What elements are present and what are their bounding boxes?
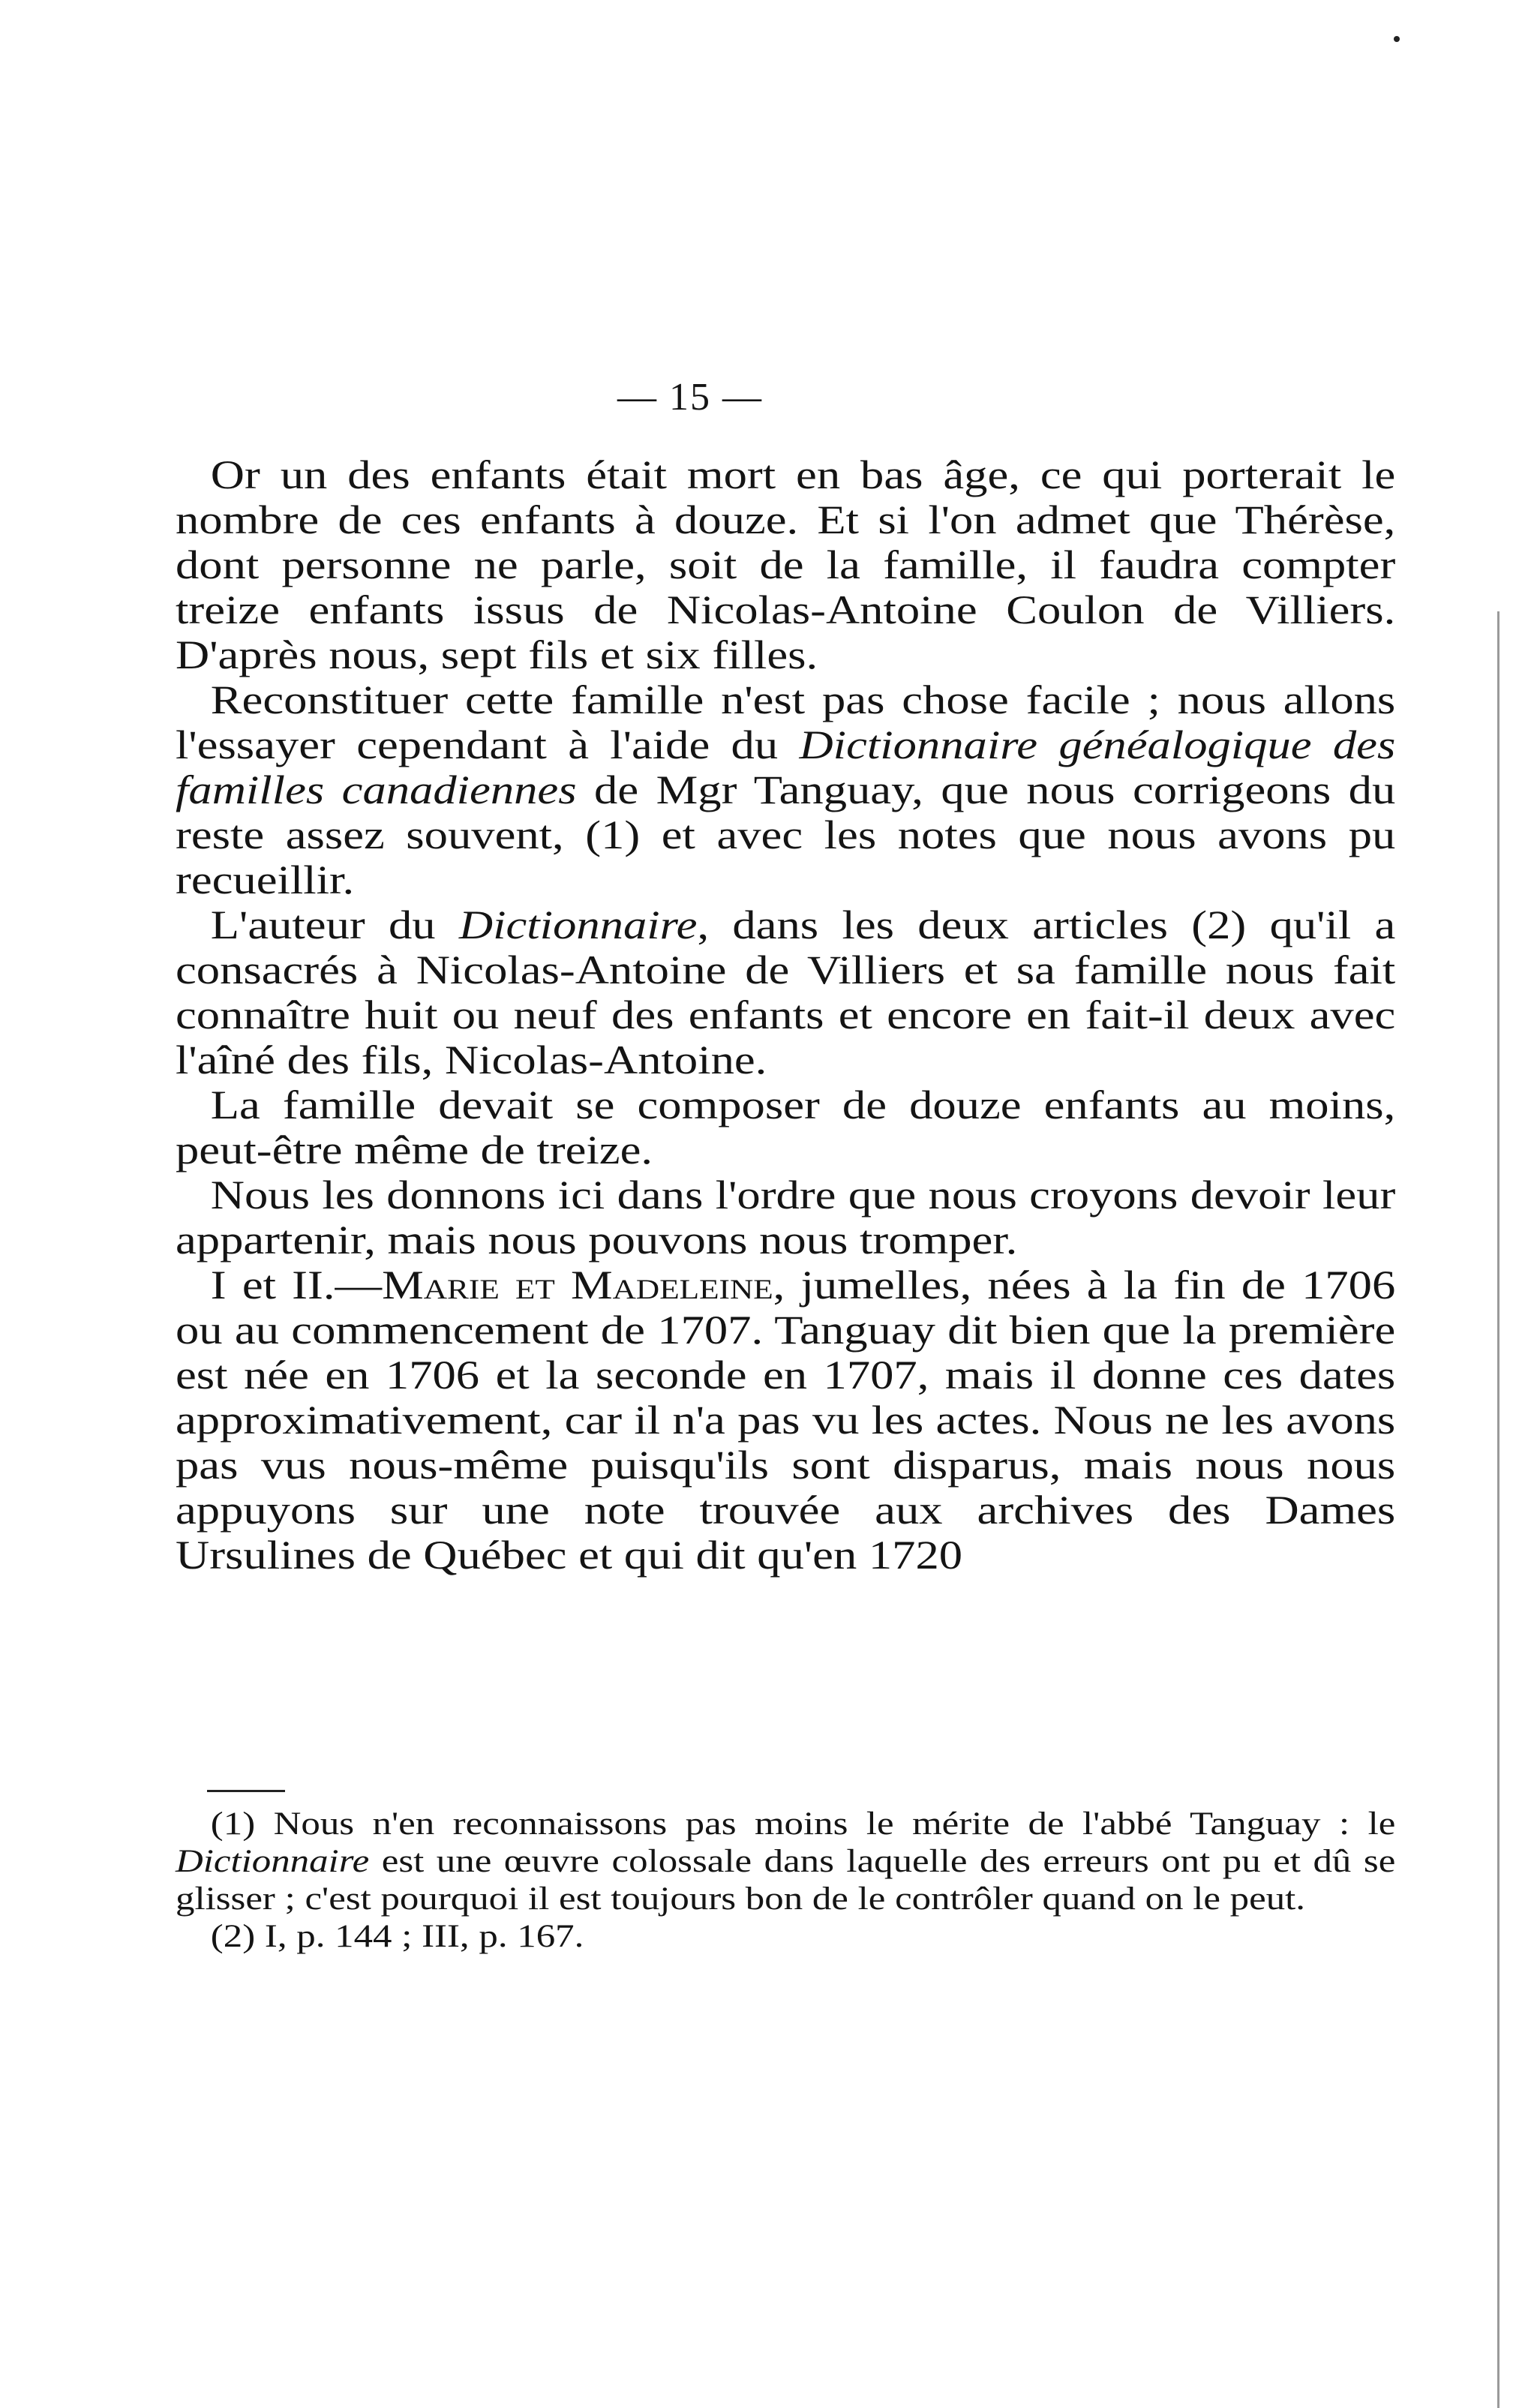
footnote-dictionary-title: Dictionnaire: [176, 1843, 370, 1879]
footnotes: [176, 1805, 1395, 1955]
paragraph-5: Nous les donnons ici dans l'ordre que nous croyons devoir leur appartenir, mais nous pouvons nous tromper.: [176, 1172, 1396, 1263]
main-text: [176, 452, 1395, 1578]
paragraph-2: [176, 677, 1395, 902]
paragraph-3: [176, 902, 1395, 1082]
paragraph-6-text-b: , jumelles, nées à la fin de 1706 ou au commencement de 1707. Tanguay dit bien que la première est née en 1706 et la seconde en 1707, mais il donne ces dates approximativement, car il n'a pas vu les actes. Nous ne les avons pas vus nous-même puisqu'ils sont disparus, mais nous nous appuyons sur une note trouvée aux archives des Dames Ursulines de Québec et qui dit qu'en 1720: [176, 1263, 1396, 1578]
dictionary-title: Dictionnaire: [458, 902, 698, 947]
paragraph-1: Or un des enfants était mort en bas âge, ce qui porterait le nombre de ces enfants à douze. Et si l'on admet que Thérèse, dont personne ne parle, soit de la famille, il faudra compter treize enfants issus de Nicolas-Antoine Coulon de Villiers. D'après nous, sept fils et six filles.: [176, 452, 1396, 677]
paragraph-3-text-a: L'auteur du: [210, 902, 459, 947]
paragraph-6: [176, 1263, 1395, 1578]
dictionary-full-title: Dictionnaire généalogique des familles canadiennes: [176, 722, 1396, 812]
page-edge-shadow: [1497, 611, 1499, 2408]
footnote-1-text-b: est une œuvre colossale dans laquelle des erreurs ont pu et dû se glisser ; c'est pourquoi il est toujours bon de le contrôler quand on le peut.: [176, 1843, 1396, 1917]
paragraph-2-text-a: Reconstituer cette famille n'est pas chose facile ; nous allons l'essayer cependant à l'aide du: [176, 677, 1396, 767]
footnote-2: (2) I, p. 144 ; III, p. 167.: [210, 1918, 584, 1954]
footnote-1: [176, 1805, 1395, 1917]
paragraph-2-text-b: de Mgr Tanguay, que nous corrigeons du reste assez souvent, (1) et avec les notes que nous avons pu recueillir.: [176, 767, 1396, 902]
paragraph-4: La famille devait se composer de douze enfants au moins, peut-être même de treize.: [176, 1082, 1396, 1172]
paragraph-3-text-b: , dans les deux articles (2) qu'il a consacrés à Nicolas-Antoine de Villiers et sa famille nous fait connaître huit ou neuf des enfants et encore en fait-il deux avec l'aîné des fils, Nicolas-Antoine.: [176, 902, 1396, 1082]
twins-names: Marie et Madeleine: [382, 1263, 773, 1308]
paragraph-6-text-a: I et II.—: [210, 1263, 383, 1308]
footnote-1-text-a: (1) Nous n'en reconnaissons pas moins le mérite de l'abbé Tanguay : le: [210, 1806, 1396, 1842]
scan-speck: [1394, 36, 1400, 42]
footnote-rule: [207, 1790, 285, 1792]
page-number: — 15 —: [617, 376, 763, 419]
